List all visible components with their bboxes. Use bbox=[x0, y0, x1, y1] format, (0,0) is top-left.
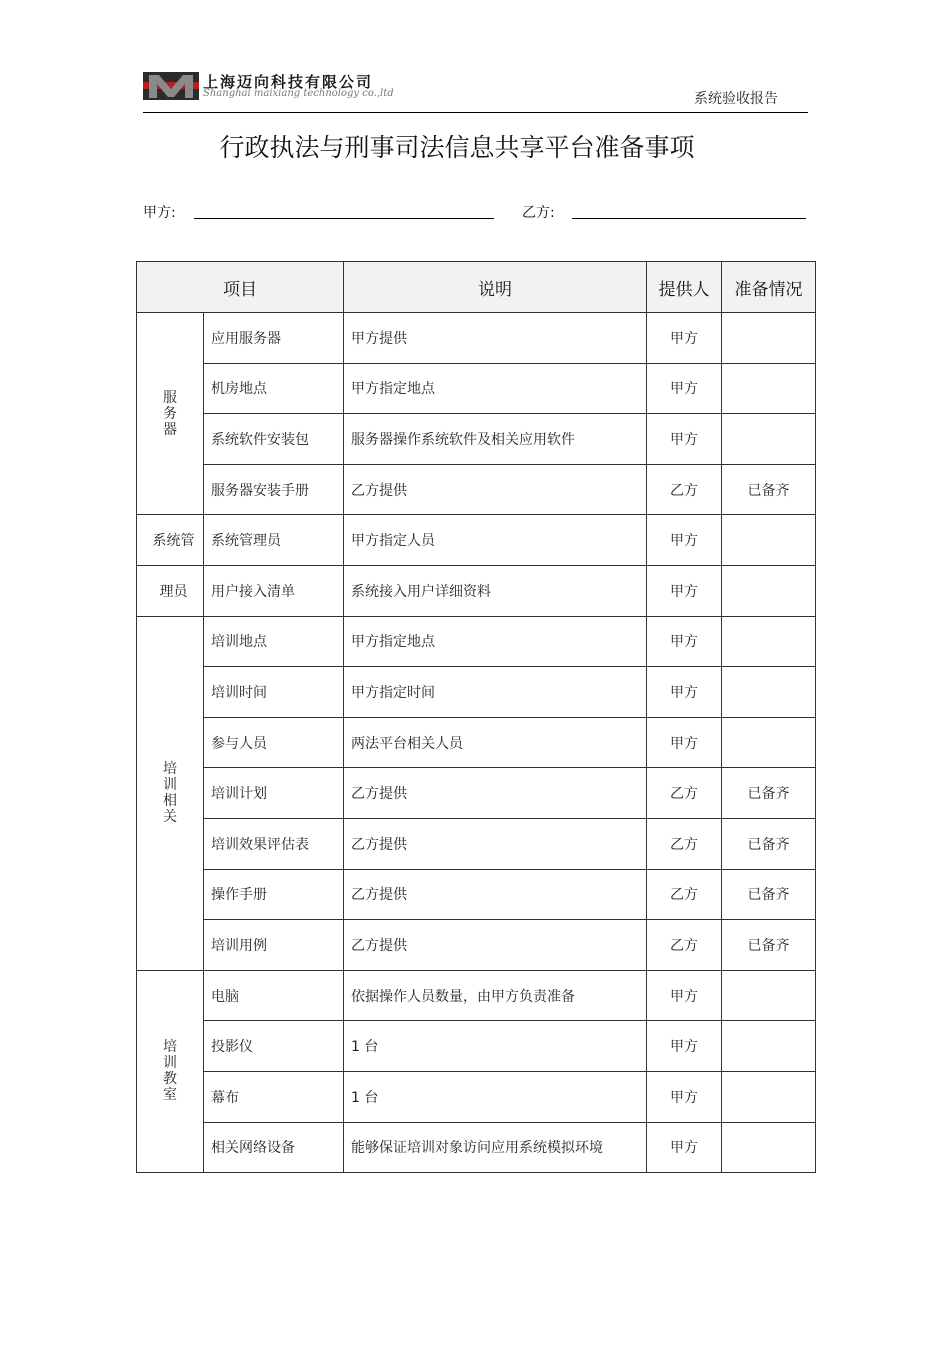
table-row bbox=[137, 565, 816, 616]
row-provider: 甲方 bbox=[647, 970, 722, 1021]
table-row bbox=[137, 1071, 816, 1122]
row-description: 乙方提供 bbox=[344, 818, 647, 869]
row-status: 已备齐 bbox=[722, 464, 816, 515]
row-item: 服务器安装手册 bbox=[204, 464, 344, 515]
row-description: 依据操作人员数量，由甲方负责准备 bbox=[344, 970, 647, 1021]
row-provider: 乙方 bbox=[647, 464, 722, 515]
header-status: 准备情况 bbox=[722, 262, 816, 313]
row-item: 培训地点 bbox=[204, 616, 344, 667]
table-row bbox=[137, 920, 816, 971]
row-status bbox=[722, 414, 816, 465]
row-status: 已备齐 bbox=[722, 920, 816, 971]
row-description: 乙方提供 bbox=[344, 869, 647, 920]
group-sysadmin-bottom: 理员 bbox=[137, 565, 204, 616]
party-b-label: 乙方: bbox=[522, 205, 555, 221]
row-description: 服务器操作系统软件及相关应用软件 bbox=[344, 414, 647, 465]
row-description: 两法平台相关人员 bbox=[344, 717, 647, 768]
table-row bbox=[137, 667, 816, 718]
row-provider: 乙方 bbox=[647, 920, 722, 971]
row-provider: 甲方 bbox=[647, 414, 722, 465]
header-divider bbox=[143, 112, 808, 113]
row-status bbox=[722, 515, 816, 566]
company-logo bbox=[143, 70, 405, 102]
header-description: 说明 bbox=[344, 262, 647, 313]
company-logo-mark-icon bbox=[143, 70, 199, 102]
row-item: 参与人员 bbox=[204, 717, 344, 768]
row-provider: 甲方 bbox=[647, 1021, 722, 1072]
row-status bbox=[722, 313, 816, 364]
row-item: 系统软件安装包 bbox=[204, 414, 344, 465]
row-item: 培训计划 bbox=[204, 768, 344, 819]
page-title: 行政执法与刑事司法信息共享平台准备事项 bbox=[219, 133, 695, 162]
row-item: 电脑 bbox=[204, 970, 344, 1021]
table-header-row bbox=[137, 262, 816, 313]
row-provider: 乙方 bbox=[647, 818, 722, 869]
row-description: 1 台 bbox=[344, 1021, 647, 1072]
table-row bbox=[137, 869, 816, 920]
table-row bbox=[137, 363, 816, 414]
table-row bbox=[137, 313, 816, 364]
table-row bbox=[137, 414, 816, 465]
row-item: 系统管理员 bbox=[204, 515, 344, 566]
row-status bbox=[722, 970, 816, 1021]
row-description: 甲方指定地点 bbox=[344, 363, 647, 414]
header-item: 项目 bbox=[137, 262, 344, 313]
row-description: 乙方提供 bbox=[344, 768, 647, 819]
party-a-field[interactable] bbox=[194, 218, 494, 219]
table-row bbox=[137, 818, 816, 869]
company-name-en: Shanghai maixiang technology co.,ltd bbox=[203, 88, 394, 99]
row-provider: 甲方 bbox=[647, 565, 722, 616]
group-classroom bbox=[137, 970, 204, 1172]
row-description: 系统接入用户详细资料 bbox=[344, 565, 647, 616]
row-description: 甲方提供 bbox=[344, 313, 647, 364]
row-provider: 甲方 bbox=[647, 1071, 722, 1122]
row-provider: 乙方 bbox=[647, 768, 722, 819]
row-item: 投影仪 bbox=[204, 1021, 344, 1072]
row-status bbox=[722, 717, 816, 768]
table-row bbox=[137, 1021, 816, 1072]
row-provider: 甲方 bbox=[647, 717, 722, 768]
row-description: 乙方提供 bbox=[344, 464, 647, 515]
party-a-label: 甲方: bbox=[143, 205, 176, 221]
row-item: 培训时间 bbox=[204, 667, 344, 718]
document-type: 系统验收报告 bbox=[694, 91, 778, 107]
row-status bbox=[722, 616, 816, 667]
group-training bbox=[137, 616, 204, 970]
row-provider: 甲方 bbox=[647, 363, 722, 414]
row-status bbox=[722, 1071, 816, 1122]
header-provider: 提供人 bbox=[647, 262, 722, 313]
row-item: 操作手册 bbox=[204, 869, 344, 920]
group-server bbox=[137, 313, 204, 515]
row-provider: 甲方 bbox=[647, 616, 722, 667]
row-status: 已备齐 bbox=[722, 869, 816, 920]
party-b-field[interactable] bbox=[572, 218, 806, 219]
row-provider: 甲方 bbox=[647, 667, 722, 718]
row-description: 甲方指定人员 bbox=[344, 515, 647, 566]
row-item: 机房地点 bbox=[204, 363, 344, 414]
table-row bbox=[137, 768, 816, 819]
group-classroom-label: 培训教室 bbox=[163, 1039, 177, 1104]
table-row bbox=[137, 1122, 816, 1173]
group-server-label: 服务器 bbox=[163, 389, 177, 438]
row-item: 幕布 bbox=[204, 1071, 344, 1122]
table-row bbox=[137, 616, 816, 667]
company-name-cn: 上海迈向科技有限公司 bbox=[203, 73, 374, 91]
row-status bbox=[722, 1021, 816, 1072]
row-status bbox=[722, 565, 816, 616]
row-item: 培训效果评估表 bbox=[204, 818, 344, 869]
group-training-label: 培训相关 bbox=[163, 761, 177, 826]
table-row bbox=[137, 464, 816, 515]
row-item: 应用服务器 bbox=[204, 313, 344, 364]
row-provider: 甲方 bbox=[647, 515, 722, 566]
preparation-table bbox=[136, 261, 816, 1173]
row-description: 1 台 bbox=[344, 1071, 647, 1122]
row-provider: 甲方 bbox=[647, 313, 722, 364]
table-row bbox=[137, 970, 816, 1021]
row-item: 相关网络设备 bbox=[204, 1122, 344, 1173]
row-status: 已备齐 bbox=[722, 768, 816, 819]
row-provider: 乙方 bbox=[647, 869, 722, 920]
row-description: 能够保证培训对象访问应用系统模拟环境 bbox=[344, 1122, 647, 1173]
row-provider: 甲方 bbox=[647, 1122, 722, 1173]
row-status bbox=[722, 363, 816, 414]
row-description: 甲方指定时间 bbox=[344, 667, 647, 718]
row-description: 乙方提供 bbox=[344, 920, 647, 971]
row-description: 甲方指定地点 bbox=[344, 616, 647, 667]
row-status: 已备齐 bbox=[722, 818, 816, 869]
row-status bbox=[722, 1122, 816, 1173]
table-row bbox=[137, 515, 816, 566]
table-row bbox=[137, 717, 816, 768]
row-item: 用户接入清单 bbox=[204, 565, 344, 616]
group-sysadmin-top: 系统管 bbox=[137, 515, 204, 566]
row-item: 培训用例 bbox=[204, 920, 344, 971]
row-status bbox=[722, 667, 816, 718]
